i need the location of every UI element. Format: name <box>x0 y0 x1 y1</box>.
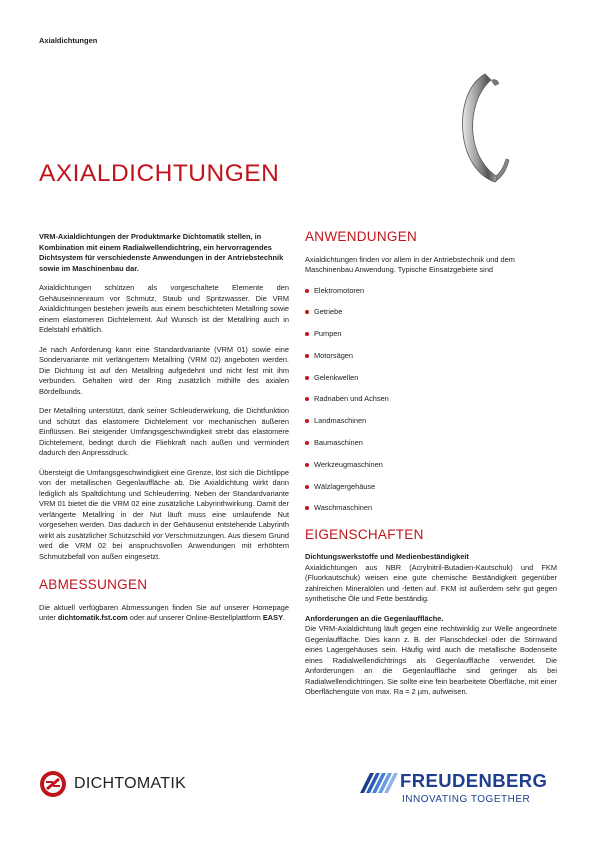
list-item-label: Elektromotoren <box>314 285 365 295</box>
bullet-icon <box>305 463 309 467</box>
easy-platform-link[interactable]: EASY <box>262 613 284 622</box>
list-item-label: Waschmaschinen <box>314 503 373 513</box>
list-item-label: Baumaschinen <box>314 438 363 448</box>
bullet-icon <box>305 506 309 510</box>
list-item <box>305 307 557 318</box>
list-item <box>305 373 557 384</box>
running-head: Axialdichtungen <box>39 36 98 45</box>
bullet-icon <box>305 441 309 445</box>
bullet-icon <box>305 354 309 358</box>
list-item-label: Wälzlagergehäuse <box>314 481 376 491</box>
list-item <box>305 460 557 471</box>
list-item-label: Landmaschinen <box>314 416 367 426</box>
list-item <box>305 394 557 405</box>
body-paragraph: Der Metallring unterstützt, dank seiner Schleuderwirkung, die Dichtfunktion und schützt das elastomere Dichtelement vor mechanischen äußeren Einflüssen. Bei steigender Umfangsgeschwindigkeit strebt das elastomere Dichtelement, bedingt durch die Fliehkraft nach außen und vermindert dadurch den Anpressdruck. <box>39 406 289 457</box>
eigenschaften-heading: EIGENSCHAFTEN <box>305 526 424 542</box>
bullet-icon <box>305 397 309 401</box>
freudenberg-logo <box>360 770 555 814</box>
bullet-icon <box>305 376 309 380</box>
abmessungen-end: . <box>283 613 286 622</box>
bullet-icon <box>305 485 309 489</box>
freudenberg-wordmark: FREUDENBERG <box>400 770 548 791</box>
dichtomatik-wordmark: DICHTOMATIK <box>74 775 187 792</box>
list-item <box>305 329 557 340</box>
body-paragraph: Übersteigt die Umfangsgeschwindigkeit eine Grenze, löst sich die Dichtlippe von der metallischen Gegenlauffläche ab. Die Axialdichtung wirkt dann lediglich als Spaltdichtung und Schleuderring. Neben der Standardvariante VRM 01 bietet die die VRM 02 eine zusätzliche Labyrinthwirkung. Damit der verlängerte Metallring in der Nut läuft muss eine umlaufende Nut vorgesehen werden. Das dadurch in der Gehäusenut entstehende Labyrinth wirkt als zusätzlicher Schutzschild vor Verschmutzungen. Aus diesem Grund wird die VRM 02 bei anspruchsvollen Anwendungen mit erhöhtem Schmutzbefall von außen eingesetzt. <box>39 467 289 561</box>
materials-text: Axialdichtungen aus NBR (Acrylnitril-Butadien-Kautschuk) und FKM (Fluorkautschuk) weisen eine gute chemische Beständigkeit gegenüber zahlreichen Mineralölen und -fetten auf. FKM ist außerdem sehr gut gegen synthetische Öle und Fette beständig. <box>305 562 557 604</box>
list-item-label: Radnaben und Achsen <box>314 394 389 404</box>
applications-list <box>305 286 557 514</box>
left-column <box>39 232 289 633</box>
list-item <box>305 351 557 362</box>
dichtomatik-logo <box>39 770 186 798</box>
list-item-label: Gelenkwellen <box>314 372 359 382</box>
homepage-link[interactable]: dichtomatik.fst.com <box>57 613 128 622</box>
bullet-icon <box>305 419 309 423</box>
subheading-counterface: Anforderungen an die Gegenlauffläche. <box>305 613 444 623</box>
list-item-label: Werkzeugmaschinen <box>314 459 383 469</box>
list-item <box>305 503 557 514</box>
abmessungen-pre: Die aktuell verfügbaren Abmessungen finden Sie auf unserer Homepage unter <box>39 602 289 622</box>
bullet-icon <box>305 332 309 336</box>
subheading-materials: Dichtungswerkstoffe und Medienbeständigkeit <box>305 552 469 562</box>
page-title: AXIALDICHTUNGEN <box>39 160 280 187</box>
abmessungen-text <box>39 603 289 624</box>
lead-paragraph: VRM-Axialdichtungen der Produktmarke Dichtomatik stellen, in Kombination mit einem Radialwellendichtring, ein hervorragendes Dichtsystem für verschiedenste Anwendungen in der Antriebstechnik sowie im Maschinenbau dar. <box>39 232 284 273</box>
freudenberg-tagline: INNOVATING TOGETHER <box>402 794 531 805</box>
axial-seal-ring-image <box>455 68 511 188</box>
list-item-label: Getriebe <box>314 307 343 317</box>
bullet-icon <box>305 310 309 314</box>
anwendungen-intro: Axialdichtungen finden vor allem in der Antriebstechnik und dem Maschinenbau Anwendung. Typische Einsatzgebiete sind <box>305 254 515 274</box>
list-item-label: Pumpen <box>314 329 342 339</box>
body-paragraph: Je nach Anforderung kann eine Standardvariante (VRM 01) sowie eine Sondervariante mit verlängertem Metallring (VRM 02) angeboten werden. Die Dichtung ist auf den Metallring aufgedehnt und nicht fest mit ihm verbunden. Gehalten wird der Ring zusätzlich mithilfe des axialen Bördelbunds. <box>39 344 289 396</box>
anwendungen-heading: ANWENDUNGEN <box>305 229 418 244</box>
body-paragraph: Axialdichtungen schützen als vorgeschaltete Elemente den Gehäuseinnenraum vor Schmutz, Staub und Spritzwasser. Die VRM Axialdichtungen bestehen jeweils aus einem beschichteten Metallring sowie einem elastomeren Dichtelement. Auf Wunsch ist der Metallring auch in Edelstahl erhältlich. <box>39 283 289 334</box>
abmessungen-mid: oder auf unserer Online-Bestellplattform <box>127 613 263 622</box>
list-item <box>305 482 557 493</box>
freudenberg-wave-icon <box>360 773 398 793</box>
counterface-text: Die VRM-Axialdichtung läuft gegen eine rechtwinklig zur Welle angeordnete Gegenlauffläche. Dies kann z. B. der Flanschdeckel oder die Stirnwand eines Lagergehäuses sein. Häufig wird auch die metallische Bodenseite eines Radialwellendichtrings als Gegenlauffläche verwendet. Die Anforderungen an die Gegenlauffläche sind geringer als bei Radialwellendichtringen. Sie sollte eine fein bearbeitete Oberfläche, mit einer Oberflächengüte von max. Ra = 2 µm, aufweisen. <box>305 624 557 697</box>
abmessungen-heading: ABMESSUNGEN <box>39 577 148 592</box>
list-item <box>305 438 557 449</box>
right-column <box>305 229 557 707</box>
list-item-label: Motorsägen <box>314 350 354 360</box>
dichtomatik-emblem-icon <box>39 770 67 798</box>
list-item <box>305 416 557 427</box>
list-item <box>305 286 557 297</box>
bullet-icon <box>305 289 309 293</box>
